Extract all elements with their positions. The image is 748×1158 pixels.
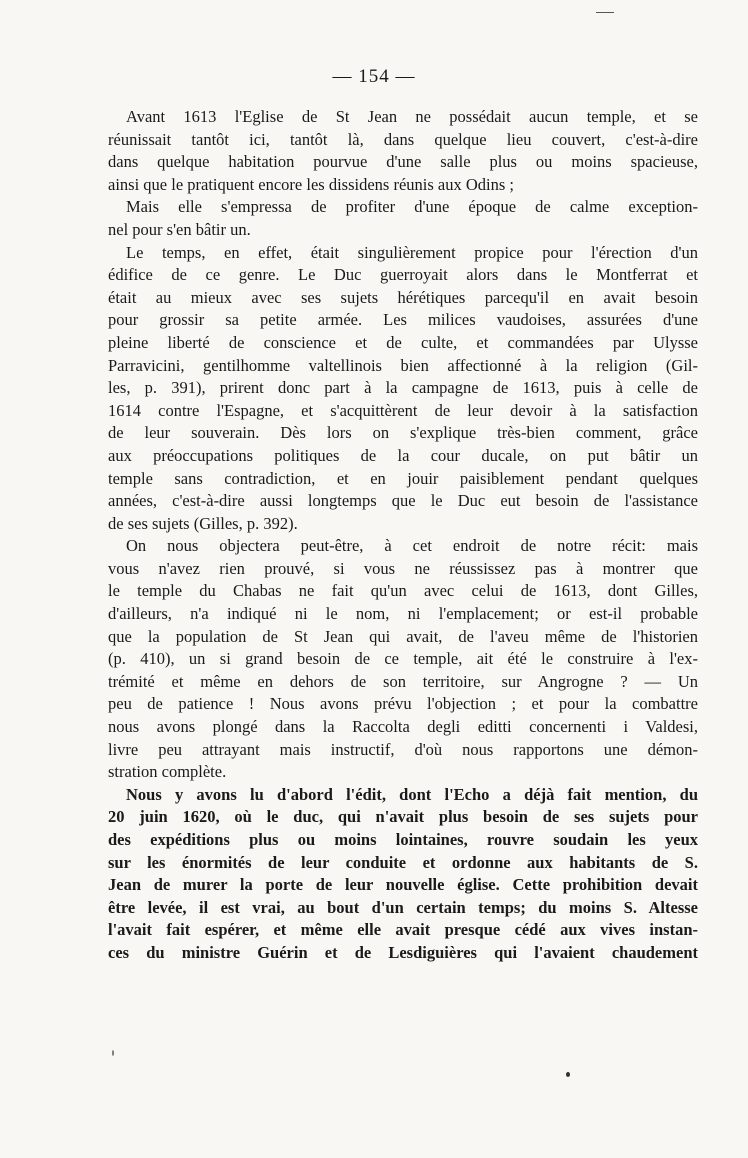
scan-speck: [566, 1072, 570, 1077]
text-line: dans quelque habitation pourvue d'une salle plus ou moins spacieuse,: [108, 152, 698, 172]
text-line: nel pour s'en bâtir un.: [108, 219, 251, 239]
text-line: les, p. 391), prirent donc part à la campagne de 1613, puis à celle de: [108, 378, 698, 398]
text-line: de leur souverain. Dès lors on s'explique très-bien comment, grâce: [108, 423, 698, 443]
text-line: années, c'est-à-dire aussi longtemps que le Duc eut besoin de l'assistance: [108, 491, 698, 511]
text-line: le temple du Chabas ne fait qu'un avec celui de 1613, dont Gilles,: [108, 581, 698, 601]
scan-speck: [112, 1050, 114, 1056]
text-line: trémité et même en dehors de son territoire, sur Angrogne ? — Un: [108, 671, 698, 691]
text-line: d'ailleurs, n'a indiqué ni le nom, ni l'emplacement; or est-il probable: [108, 604, 698, 624]
text-line: stration complète.: [108, 762, 227, 782]
text-line: l'avait fait espérer, et même elle avait presque cédé aux vives instan-: [108, 920, 698, 940]
text-line: pleine liberté de conscience et de culte, et commandées par Ulysse: [108, 332, 698, 352]
text-line: ainsi que le pratiquent encore les dissidens réunis aux Odins ;: [108, 174, 514, 194]
text-line: 1614 contre l'Espagne, et s'acquittèrent de leur devoir à la satisfaction: [108, 400, 698, 420]
text-line: peu de patience ! Nous avons prévu l'objection ; et pour la combattre: [108, 694, 698, 714]
text-line: de ses sujets (Gilles, p. 392).: [108, 513, 298, 533]
text-line: Le temps, en effet, était singulièrement propice pour l'érection d'un: [126, 242, 698, 262]
text-line: que la population de St Jean qui avait, de l'aveu même de l'historien: [108, 626, 698, 646]
text-line: livre peu attrayant mais instructif, d'où nous rapportons une démon-: [108, 739, 698, 759]
text-line: Jean de murer la porte de leur nouvelle église. Cette prohibition devait: [108, 875, 698, 895]
text-line: réunissait tantôt ici, tantôt là, dans quelque lieu couvert, c'est-à-dire: [108, 129, 698, 149]
text-line: Mais elle s'empressa de profiter d'une époque de calme exception-: [126, 197, 698, 217]
text-line: nous avons plongé dans la Raccolta degli editti concernenti i Valdesi,: [108, 717, 698, 737]
text-line: Nous y avons lu d'abord l'édit, dont l'Echo a déjà fait mention, du: [126, 784, 698, 804]
text-line: était au mieux avec ses sujets hérétiques parcequ'il en avait besoin: [108, 287, 698, 307]
text-line: Avant 1613 l'Eglise de St Jean ne possédait aucun temple, et se: [126, 107, 698, 126]
text-line: sur les énormités de leur conduite et ordonne aux habitants de S.: [108, 852, 698, 872]
text-line: (p. 410), un si grand besoin de ce temple, ait été le construire à l'ex-: [108, 649, 698, 669]
text-line: être levée, il est vrai, au bout d'un certain temps; du moins S. Altesse: [108, 897, 698, 917]
text-line: édifice de ce genre. Le Duc guerroyait alors dans le Montferrat et: [108, 265, 698, 285]
text-line: pour grossir sa petite armée. Les milices vaudoises, assurées d'une: [108, 310, 698, 330]
text-line: temple sans contradiction, et en jouir paisiblement pendant quelques: [108, 468, 698, 488]
text-line: aux préoccupations politiques de la cour ducale, on put bâtir un: [108, 445, 698, 465]
top-scan-mark: [596, 12, 614, 13]
text-line: 20 juin 1620, où le duc, qui n'avait plus besoin de ses sujets pour: [108, 807, 698, 827]
body-text: [108, 106, 698, 965]
page-number: — 154 —: [332, 66, 416, 87]
text-line: On nous objectera peut-être, à cet endroit de notre récit: mais: [126, 536, 698, 556]
text-line: Parravicini, gentilhomme valtellinois bien affectionné à la religion (Gil-: [108, 355, 698, 375]
text-line: ces du ministre Guérin et de Lesdiguières qui l'avaient chaudement: [108, 942, 698, 962]
text-line: vous n'avez rien prouvé, si vous ne réussissez pas à montrer que: [108, 558, 698, 578]
text-line: des expéditions plus ou moins lointaines, rouvre soudain les yeux: [108, 830, 698, 849]
